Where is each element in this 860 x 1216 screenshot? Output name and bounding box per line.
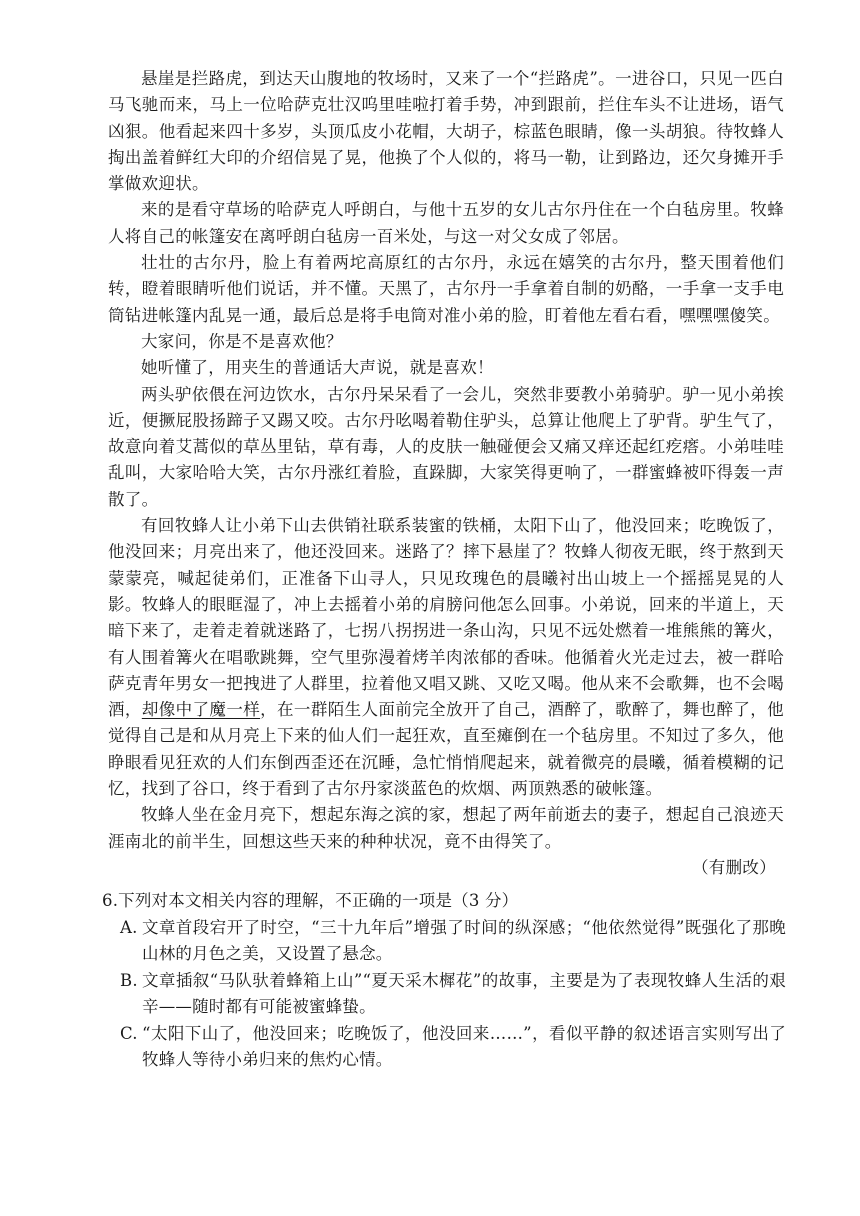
option-b-text: 文章插叙“马队驮着蜂箱上山”“夏天采木樨花”的故事，主要是为了表现牧蜂人生活的艰辛——随时都有可能被蜜蜂蛰。 (142, 970, 786, 1016)
option-a-letter: A. (120, 917, 138, 937)
abridged-note: （有删改） (692, 857, 776, 877)
passage-paragraph-5: 她听懂了，用夹生的普通话大声说，就是喜欢！ (141, 358, 494, 378)
passage-paragraph-4: 大家问，你是不是喜欢他？ (141, 331, 343, 351)
passage-paragraph-2: 来的是看守草场的哈萨克人呼朗白，与他十五岁的女儿古尔丹住在一个白毡房里。牧蜂人将自己的帐篷安在离呼朗白毡房一百米处，与这一对父女成了邻居。 (108, 200, 784, 246)
question-6 (102, 888, 786, 1074)
passage-paragraph-7 (108, 513, 784, 802)
passage-paragraph-8: 牧蜂人坐在金月亮下，想起东海之滨的家，想起了两年前逝去的妻子，想起自己浪迹天涯南北的前半生，回想这些天来的种种状况，竟不由得笑了。 (108, 805, 784, 851)
question-stem: 6.下列对本文相关内容的理解，不正确的一项是（3 分） (102, 891, 519, 910)
option-a (102, 915, 786, 968)
paragraph-7-part-2: ，在一群陌生人面前完全放开了自己，酒醉了，歌醉了，舞也醉了，他觉得自己是和从月亮上下来的仙人们一起狂欢，直至瘫倒在一个毡房里。不知过了多久，他睁眼看见狂欢的人们东倒西歪还在沉睡，急忙悄悄爬起来，就着微亮的晨曦，循着模糊的记忆，找到了谷口，终于看到了古尔丹家淡蓝色的炊烟、两顶熟悉的破帐篷。 (108, 700, 784, 799)
underlined-phrase: 却像中了魔一样 (141, 700, 261, 720)
passage-paragraph-3: 壮壮的古尔丹，脸上有着两坨高原红的古尔丹，永远在嬉笑的古尔丹，整天围着他们转，瞪着眼睛听他们说话，并不懂。天黑了，古尔丹一手拿着自制的奶酪，一手拿一支手电筒钻进帐篷内乱晃一通，最后总是将手电筒对准小弟的脸，盯着他左看右看，嘿嘿嘿傻笑。 (108, 253, 784, 325)
option-b (102, 968, 786, 1021)
option-a-text: 文章首段宕开了时空，“三十九年后”增强了时间的纵深感；“他依然觉得”既强化了那晚山林的月色之美，又设置了悬念。 (142, 917, 786, 963)
passage-paragraph-6: 两头驴依偎在河边饮水，古尔丹呆呆看了一会儿，突然非要教小弟骑驴。驴一见小弟挨近，便撅屁股扬蹄子又踢又咬。古尔丹吆喝着勒住驴头，总算让他爬上了驴背。驴生气了，故意向着艾蒿似的草丛里钻，草有毒，人的皮肤一触碰便会又痛又痒还起红疙瘩。小弟哇哇乱叫，大家哈哈大笑，古尔丹涨红着脸，直跺脚，大家笑得更响了，一群蜜蜂被吓得轰一声散了。 (108, 384, 784, 509)
option-b-letter: B. (120, 970, 138, 990)
option-c-text: “太阳下山了，他没回来；吃晚饭了，他没回来……”，看似平静的叙述语言实则写出了牧蜂人等待小弟归来的焦灼心情。 (142, 1023, 786, 1069)
reading-passage (108, 66, 784, 881)
option-c (102, 1021, 786, 1074)
passage-paragraph-1: 悬崖是拦路虎，到达天山腹地的牧场时，又来了一个“拦路虎”。一进谷口，只见一匹白马飞驰而来，马上一位哈萨克壮汉呜里哇啦打着手势，冲到跟前，拦住车头不让进场，语气凶狠。他看起来四十多岁，头顶瓜皮小花帽，大胡子，棕蓝色眼睛，像一头胡狼。待牧蜂人掏出盖着鲜红大印的介绍信晃了晃，他换了个人似的，将马一勒，让到路边，还欠身摊开手掌做欢迎状。 (108, 69, 784, 194)
paragraph-7-part-1: 有回牧蜂人让小弟下山去供销社联系装蜜的铁桶，太阳下山了，他没回来；吃晚饭了，他没回来；月亮出来了，他还没回来。迷路了？摔下悬崖了？牧蜂人彻夜无眠，终于熬到天蒙蒙亮，喊起徒弟们，正准备下山寻人，只见玫瑰色的晨曦衬出山坡上一个摇摇晃晃的人影。牧蜂人的眼眶湿了，冲上去摇着小弟的肩膀问他怎么回事。小弟说，回来的半道上，天暗下来了，走着走着就迷路了，七拐八拐拐进一条山沟，只见不远处燃着一堆熊熊的篝火，有人围着篝火在唱歌跳舞，空气里弥漫着烤羊肉浓郁的香味。他循着火光走过去，被一群哈萨克青年男女一把拽进了人群里，拉着他又唱又跳、又吃又喝。他从来不会歌舞，也不会喝酒， (108, 516, 784, 720)
option-c-letter: C. (120, 1023, 138, 1043)
